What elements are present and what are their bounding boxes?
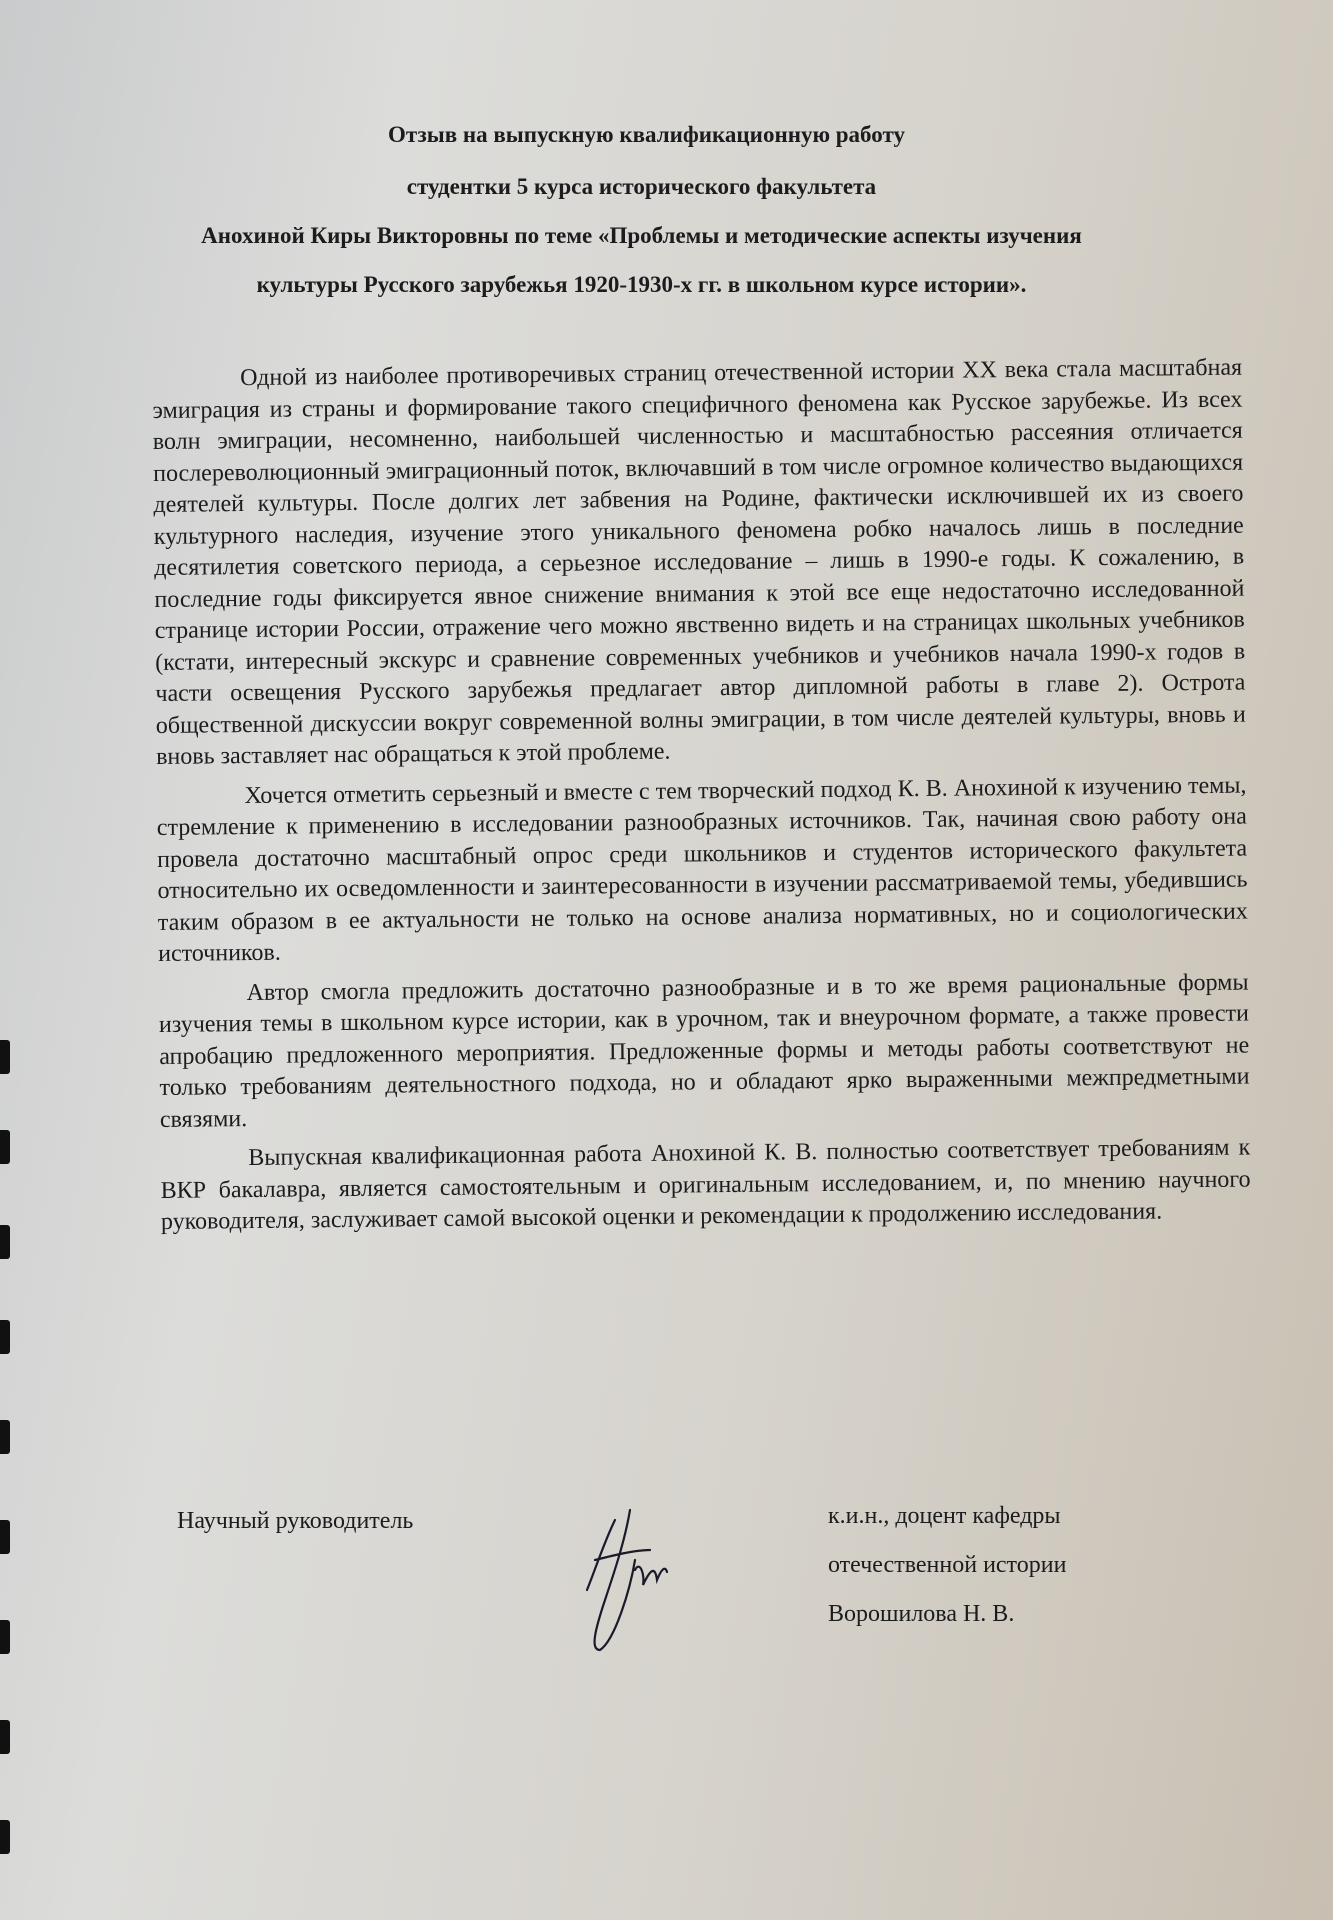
- document-body: [152, 353, 1251, 1247]
- binding-hole: [0, 1040, 10, 1074]
- binding-hole: [0, 1520, 10, 1554]
- document-title-line-2: студентки 5 курса исторического факультета: [406, 174, 877, 199]
- supervisor-name: Ворошилова Н. В.: [828, 1601, 1015, 1627]
- supervisor-position-line-2: отечественной истории: [828, 1552, 1067, 1578]
- supervisor-position-line-1: к.и.н., доцент кафедры: [828, 1503, 1061, 1529]
- binding-hole: [0, 1820, 10, 1854]
- paragraph-3: Автор смогла предложить достаточно разнообразные и в то же время рациональные формы изучения темы в школьном курсе истории, как в урочном, так и внеурочном формате, а также провести апробацию предложенного мероприятия. Предложенные формы и методы работы соответствуют не только требованиям деятельностного подхода, но и обладают ярко выраженными межпредметными связями.: [158, 969, 1250, 1133]
- document-title-line-1: Отзыв на выпускную квалификационную работу: [388, 122, 905, 147]
- binding-hole: [0, 1420, 10, 1454]
- binding-hole: [0, 1620, 10, 1654]
- supervisor-role: Научный руководитель: [177, 1508, 414, 1534]
- handwritten-signature: [575, 1500, 695, 1660]
- binding-hole: [0, 1225, 10, 1259]
- binding-hole: [0, 1130, 10, 1164]
- document-title-line-4: культуры Русского зарубежья 1920-1930-х гг. в школьном курсе истории».: [256, 272, 1027, 297]
- paragraph-4: Выпускная квалификационная работа Анохиной К. В. полностью соответствует требованиям к ВКР бакалавра, является самостоятельным и оригинальным исследованием, и, по мнению научного руководителя, заслуживает самой высокой оценки и рекомендации к продолжению исследования.: [160, 1134, 1251, 1235]
- paragraph-1: Одной из наиболее противоречивых страниц отечественной истории XX века стала масштабная эмиграция из страны и формирование такого специфичного феномена как Русское зарубежье. Из всех волн эмиграции, несомненно, наибольшей численностью и масштабностью рассеяния отличается послереволюционный эмиграционный поток, включавший в том числе огромное количество выдающихся деятелей культуры. После долгих лет забвения на Родине, фактически исключившей их из своего культурного наследия, изучение этого уникального феномена робко началось лишь в последние десятилетия советского периода, а серьезное исследование – лишь в 1990-е годы. К сожалению, в последние годы фиксируется явное снижение внимания к этой все еще недостаточно исследованной странице истории России, отражение чего можно явственно видеть и на страницах школьных учебников (кстати, интересный экскурс и сравнение современных учебников и учебников начала 1990-х годов в части освещения Русского зарубежья предлагает автор дипломной работы в главе 2). Острота общественной дискуссии вокруг современной волны эмиграции, в том числе деятелей культуры, вновь и вновь заставляет нас обращаться к этой проблеме.: [152, 354, 1246, 770]
- binding-hole: [0, 1720, 10, 1754]
- paragraph-2: Хочется отметить серьезный и вместе с тем творческий подход К. В. Анохиной к изучению темы, стремление к применению в исследовании разнообразных источников. Так, начиная свою работу она провела достаточно масштабный опрос среди школьников и студентов исторического факультета относительно их осведомленности и заинтересованности в изучении рассматриваемой темы, убедившись таким образом в ее актуальности не только на основе анализа нормативных, но и социологических источников.: [156, 772, 1248, 967]
- document-title-line-3: Анохиной Киры Викторовны по теме «Проблемы и методические аспекты изучения: [201, 223, 1082, 248]
- supervisor-details: [828, 1492, 1066, 1639]
- binding-hole: [0, 1320, 10, 1354]
